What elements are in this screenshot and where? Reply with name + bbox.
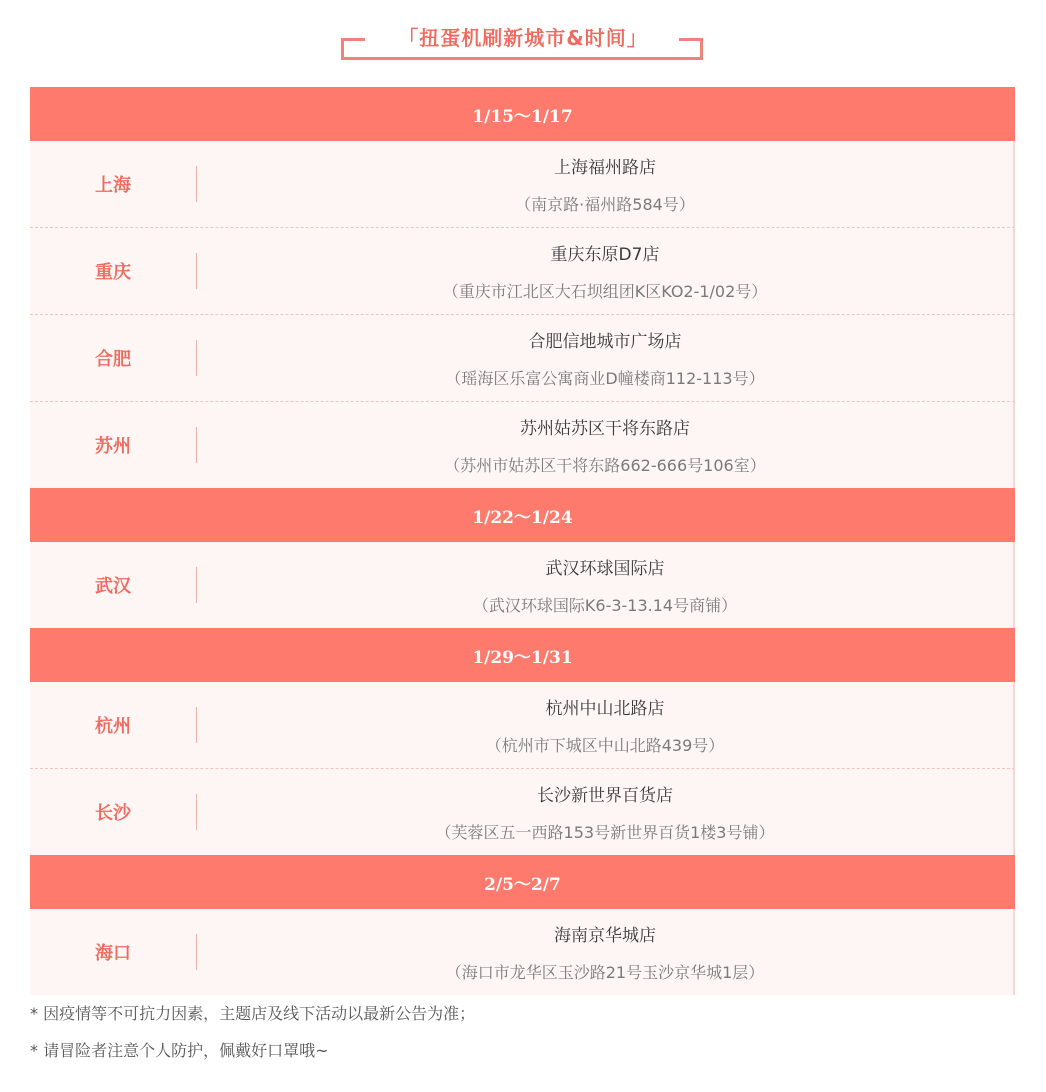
date-header: 2/5～2/7 [30,855,1015,909]
store-name: 长沙新世界百货店 [537,786,673,806]
store-name: 海南京华城店 [554,926,656,946]
store-name: 上海福州路店 [554,158,656,178]
store-row [30,682,1015,769]
store-info [197,153,1013,215]
store-info [197,781,1013,843]
store-name: 武汉环球国际店 [545,559,665,579]
city-label: 武汉 [95,576,131,597]
store-info [197,327,1013,389]
store-row [30,909,1015,995]
schedule-table [30,87,1015,995]
store-row [30,141,1015,228]
store-address: （杭州市下城区中山北路439号） [485,736,725,755]
city-label: 长沙 [95,803,131,824]
store-row [30,769,1015,855]
footnotes [30,1002,475,1076]
city-label: 海口 [95,943,131,964]
store-address: （瑶海区乐富公寓商业D幢楼商112-113号） [445,369,765,388]
city-label: 合肥 [95,349,131,370]
store-info [197,554,1013,616]
store-address: （南京路·福州路584号） [515,195,695,214]
store-address: （苏州市姑苏区干将东路662-666号106室） [444,456,766,475]
store-address: （武汉环球国际K6-3-13.14号商铺） [472,596,738,615]
store-name: 合肥信地城市广场店 [528,332,682,352]
date-header: 1/29～1/31 [30,628,1015,682]
store-info [197,694,1013,756]
title-block [341,18,705,64]
store-row [30,315,1015,402]
store-info [197,240,1013,302]
city-label: 重庆 [95,262,131,283]
store-info [197,921,1013,983]
store-row [30,542,1015,628]
page-title: 「扭蛋机刷新城市&时间」 [341,22,705,51]
city-label: 上海 [95,175,131,196]
store-row [30,228,1015,315]
store-info [197,414,1013,476]
date-header: 1/22～1/24 [30,488,1015,542]
store-name: 重庆东原D7店 [550,245,660,265]
date-header: 1/15～1/17 [30,87,1015,141]
store-address: （芙蓉区五一西路153号新世界百货1楼3号铺） [435,823,775,842]
footnote: * 因疫情等不可抗力因素，主题店及线下活动以最新公告为准； [30,1004,476,1023]
store-name: 苏州姑苏区干将东路店 [520,419,690,439]
footnote: * 请冒险者注意个人防护，佩戴好口罩哦~ [30,1041,329,1060]
store-address: （重庆市江北区大石坝组团K区KO2-1/02号） [442,282,768,301]
city-label: 杭州 [95,716,131,737]
city-label: 苏州 [95,436,131,457]
store-address: （海口市龙华区玉沙路21号玉沙京华城1层） [445,963,765,982]
store-name: 杭州中山北路店 [545,699,665,719]
store-row [30,402,1015,488]
